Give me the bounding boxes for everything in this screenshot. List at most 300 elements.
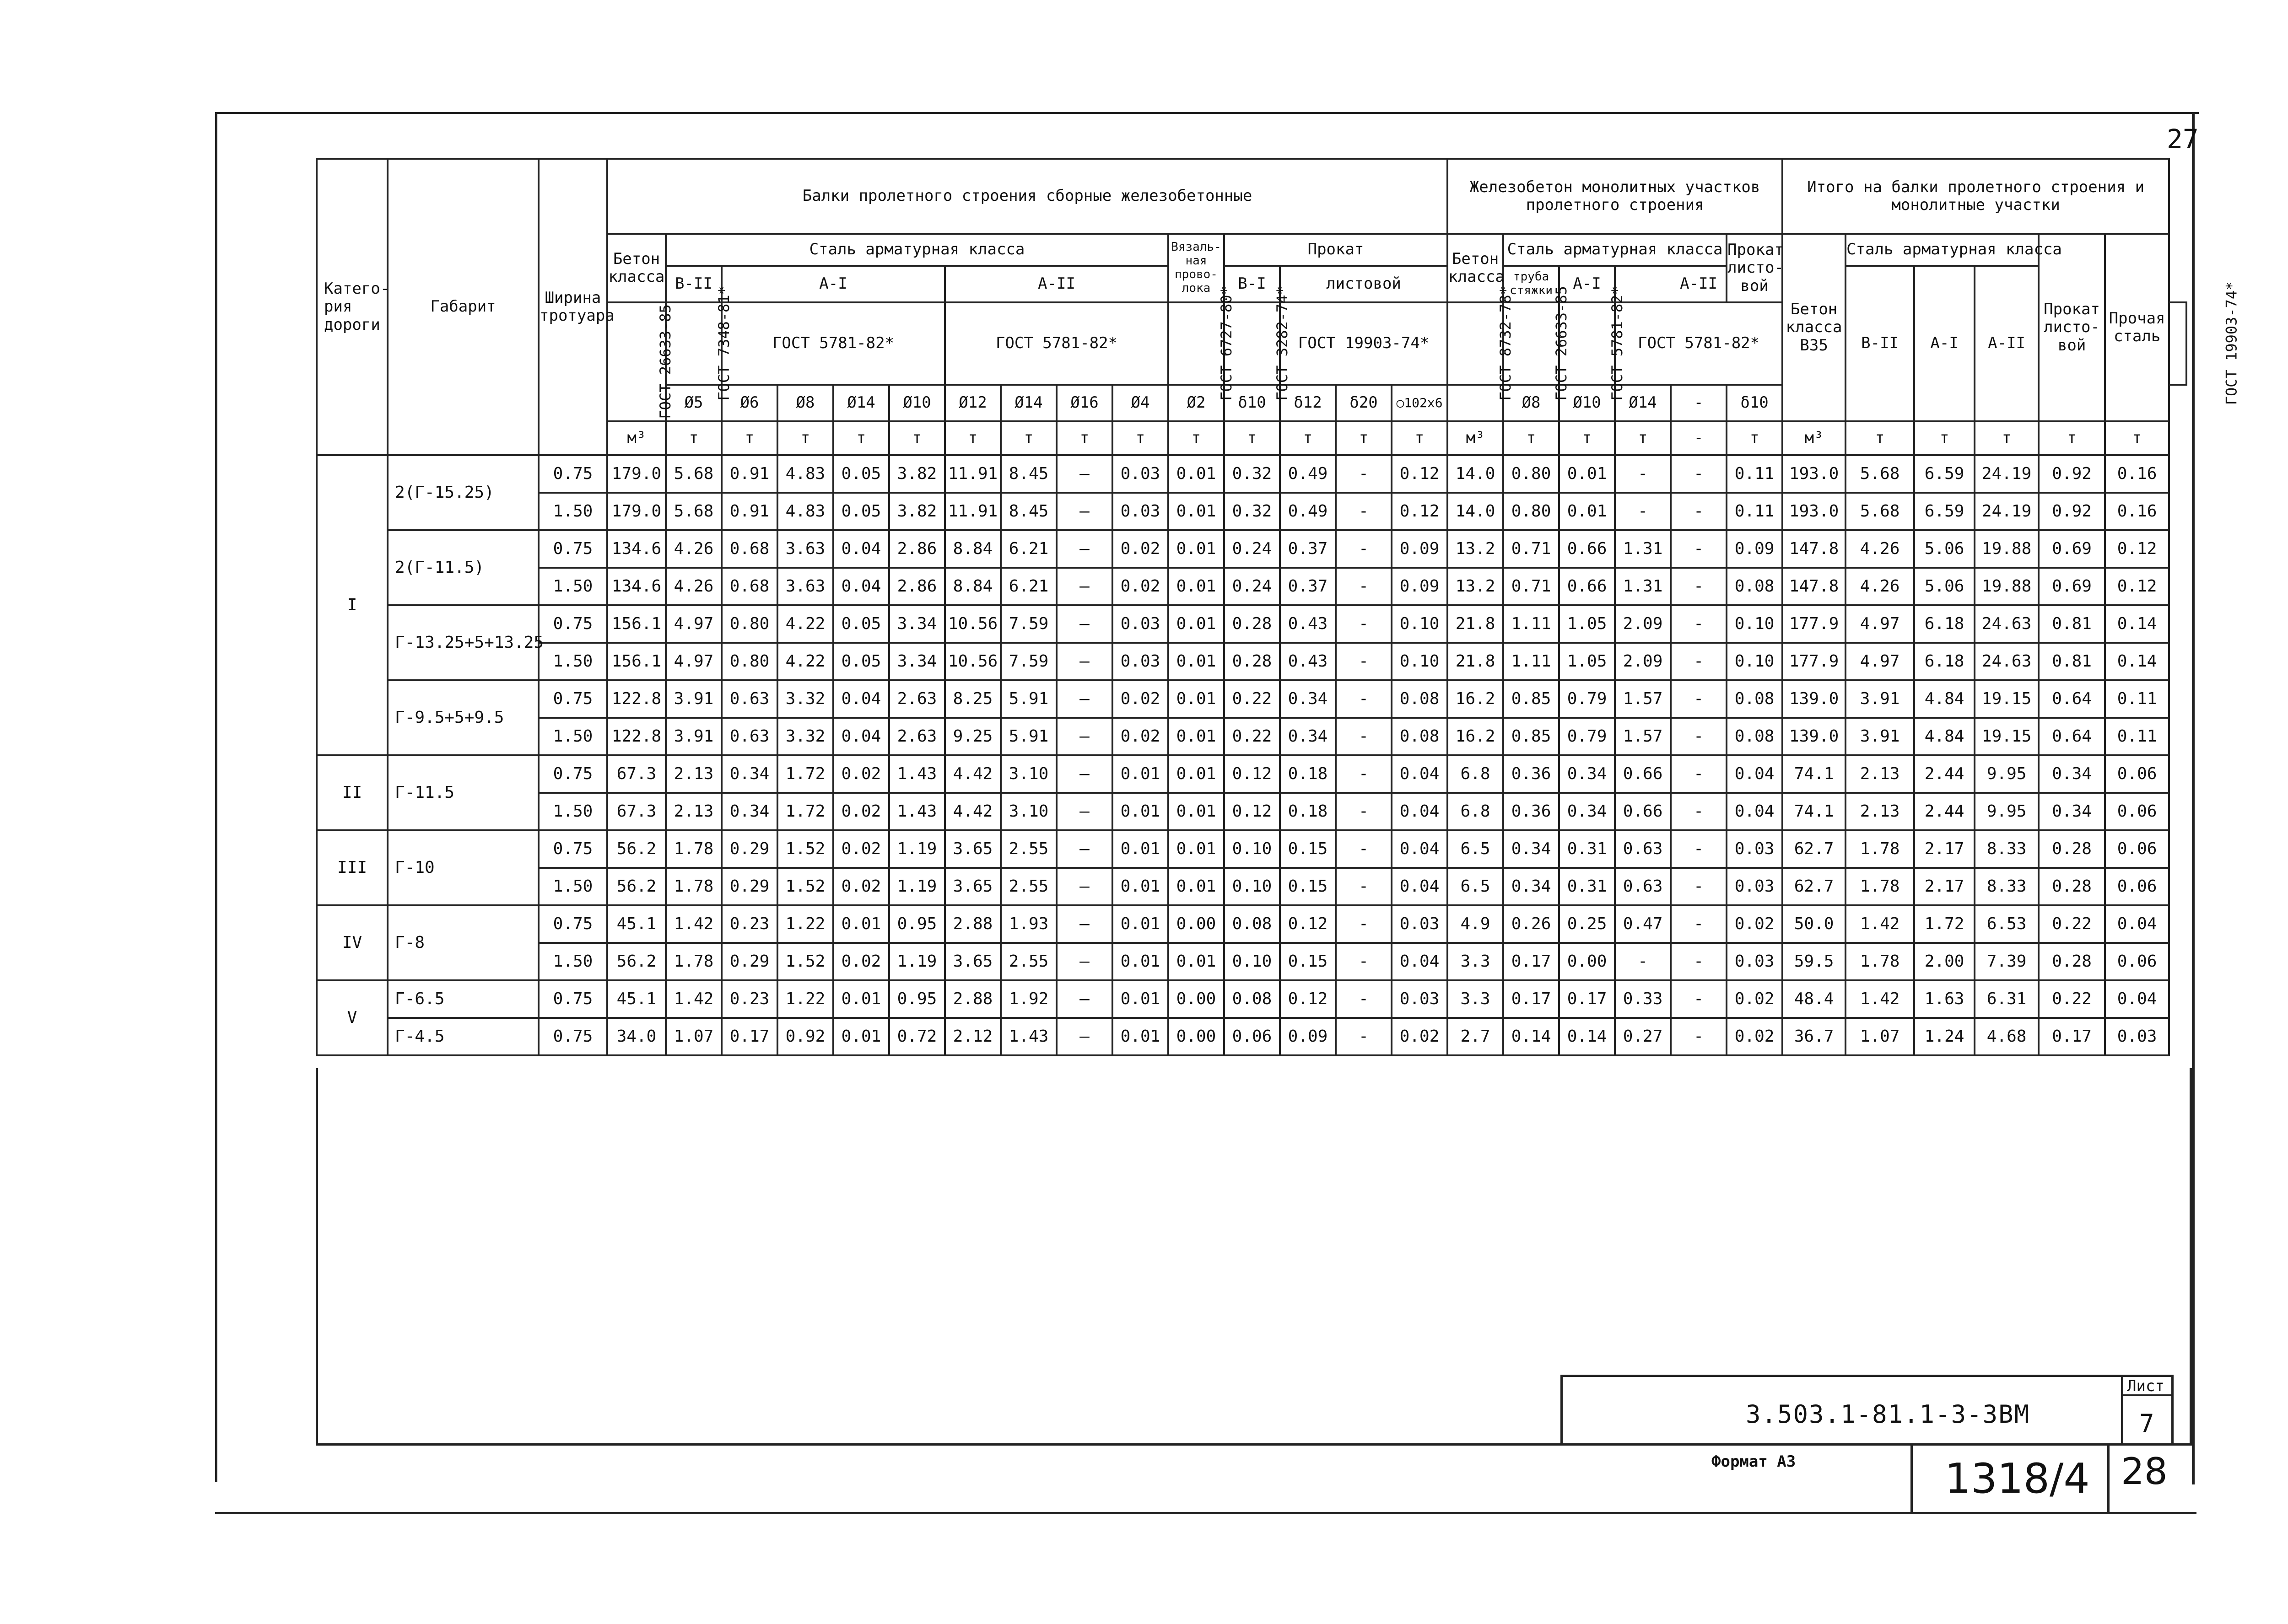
value-cell: 1.19 — [889, 830, 945, 868]
table-body — [317, 455, 2186, 1055]
value-cell: 3.10 — [1001, 793, 1057, 830]
value-cell: 0.85 — [1503, 718, 1559, 755]
table-row — [317, 830, 2186, 868]
value-cell: 0.17 — [1503, 980, 1559, 1018]
value-cell: 0.24 — [1224, 530, 1280, 568]
value-cell: 0.08 — [1392, 718, 1447, 755]
header-total-rolled-sheet: Прокат листо-вой — [2039, 234, 2105, 421]
value-cell: 0.03 — [1112, 643, 1168, 680]
gost-8732-text: ГОСТ 8732-78* — [1496, 286, 1514, 401]
value-cell: 0.04 — [1392, 868, 1447, 905]
value-cell: 2.13 — [666, 793, 722, 830]
value-cell: 1.11 — [1503, 605, 1559, 643]
value-cell: 62.7 — [1782, 830, 1846, 868]
value-cell: 0.05 — [833, 455, 889, 493]
unit-cell: т — [1001, 421, 1057, 455]
value-cell: 0.12 — [1224, 793, 1280, 830]
value-cell: 0.09 — [1392, 530, 1447, 568]
value-cell: 7.39 — [1975, 943, 2039, 980]
value-cell: 0.66 — [1559, 568, 1615, 605]
value-cell: 1.31 — [1615, 530, 1671, 568]
value-cell: 8.33 — [1975, 868, 2039, 905]
value-cell: 45.1 — [607, 905, 666, 943]
table-row — [317, 605, 2186, 643]
value-cell: - — [1671, 605, 1727, 643]
value-cell: 0.15 — [1280, 830, 1336, 868]
gabarit-cell: Г-4.5 — [388, 1018, 539, 1055]
header-md14: Ø14 — [1615, 385, 1671, 421]
value-cell: 59.5 — [1782, 943, 1846, 980]
value-cell: 4.83 — [777, 455, 833, 493]
value-cell: 122.8 — [607, 680, 666, 718]
value-cell: 0.02 — [1112, 718, 1168, 755]
value-cell: - — [1671, 980, 1727, 1018]
sidewalk-cell: 1.50 — [539, 943, 607, 980]
value-cell: 0.01 — [1112, 905, 1168, 943]
value-cell: 5.68 — [1846, 493, 1914, 530]
value-cell: – — [1057, 1018, 1112, 1055]
value-cell: 0.16 — [2105, 455, 2169, 493]
unit-cell: т — [2105, 421, 2169, 455]
header-d12: Ø12 — [945, 385, 1001, 421]
table-row — [317, 568, 2186, 605]
value-cell: 0.01 — [1168, 755, 1224, 793]
unit-cell: т — [1224, 421, 1280, 455]
value-cell: 8.25 — [945, 680, 1001, 718]
materials-table — [316, 158, 2240, 1056]
value-cell: 1.52 — [777, 868, 833, 905]
value-cell: - — [1615, 493, 1671, 530]
value-cell: 0.10 — [1224, 830, 1280, 868]
unit-cell: т — [1727, 421, 1782, 455]
value-cell: 134.6 — [607, 530, 666, 568]
value-cell: 1.57 — [1615, 680, 1671, 718]
value-cell: 6.21 — [1001, 530, 1057, 568]
value-cell: 1.42 — [666, 905, 722, 943]
value-cell: 1.42 — [666, 980, 722, 1018]
header-d5: Ø5 — [666, 385, 722, 421]
value-cell: 0.04 — [833, 718, 889, 755]
value-cell: 5.68 — [666, 493, 722, 530]
value-cell: 1.78 — [1846, 943, 1914, 980]
value-cell: 0.11 — [2105, 718, 2169, 755]
value-cell: 0.05 — [833, 643, 889, 680]
value-cell: 0.03 — [1112, 493, 1168, 530]
value-cell: 0.14 — [1559, 1018, 1615, 1055]
value-cell: 0.66 — [1559, 530, 1615, 568]
value-cell: – — [1057, 868, 1112, 905]
header-t10: δ10 — [1224, 385, 1280, 421]
m-gost-26633-text: ГОСТ 26633-85 — [1552, 286, 1570, 401]
gost-3282-text: ГОСТ 3282-74* — [1273, 286, 1291, 401]
header-md10: Ø10 — [1559, 385, 1615, 421]
gabarit-cell: Г-10 — [388, 830, 539, 905]
value-cell: 67.3 — [607, 755, 666, 793]
value-cell: 0.63 — [1615, 868, 1671, 905]
value-cell: 50.0 — [1782, 905, 1846, 943]
value-cell: - — [1336, 868, 1392, 905]
value-cell: 0.34 — [722, 793, 777, 830]
value-cell: 0.08 — [1392, 680, 1447, 718]
value-cell: - — [1671, 1018, 1727, 1055]
value-cell: 0.29 — [722, 830, 777, 868]
header-gost-19903: ГОСТ 19903-74* — [1280, 302, 1447, 385]
value-cell: 4.22 — [777, 643, 833, 680]
value-cell: 0.01 — [1168, 868, 1224, 905]
value-cell: 0.12 — [1392, 493, 1447, 530]
value-cell: 6.53 — [1975, 905, 2039, 943]
value-cell: 5.68 — [666, 455, 722, 493]
value-cell: 1.43 — [889, 793, 945, 830]
value-cell: 2.86 — [889, 530, 945, 568]
sidewalk-cell: 0.75 — [539, 530, 607, 568]
value-cell: 10.56 — [945, 643, 1001, 680]
value-cell: 0.12 — [2105, 530, 2169, 568]
header-group-precast: Балки пролетного строения сборные железобетонные — [607, 159, 1447, 234]
unit-cell: м³ — [1447, 421, 1503, 455]
value-cell: – — [1057, 455, 1112, 493]
header-gost-6727 — [1168, 286, 1235, 401]
value-cell: 0.81 — [2039, 643, 2105, 680]
header-m-gost-5781-a2: ГОСТ 5781-82* — [1615, 302, 1782, 385]
value-cell: 3.82 — [889, 455, 945, 493]
value-cell: 3.91 — [666, 680, 722, 718]
value-cell: 0.03 — [1392, 980, 1447, 1018]
value-cell: 0.01 — [1112, 868, 1168, 905]
value-cell: 0.37 — [1280, 568, 1336, 605]
value-cell: 0.11 — [1727, 493, 1782, 530]
value-cell: 0.01 — [1168, 605, 1224, 643]
value-cell: 1.78 — [1846, 868, 1914, 905]
value-cell: - — [1336, 680, 1392, 718]
sheet-divider — [2123, 1394, 2171, 1396]
value-cell: 0.34 — [2039, 793, 2105, 830]
value-cell: 3.34 — [889, 643, 945, 680]
value-cell: 0.80 — [1503, 493, 1559, 530]
header-d16: Ø16 — [1057, 385, 1112, 421]
value-cell: 0.02 — [1727, 1018, 1782, 1055]
value-cell: 0.63 — [722, 680, 777, 718]
category-cell: IV — [317, 905, 388, 980]
value-cell: 8.45 — [1001, 493, 1057, 530]
value-cell: 0.34 — [1280, 680, 1336, 718]
value-cell: 36.7 — [1782, 1018, 1846, 1055]
value-cell: 0.01 — [1168, 680, 1224, 718]
value-cell: 0.10 — [1224, 943, 1280, 980]
value-cell: 34.0 — [607, 1018, 666, 1055]
value-cell: – — [1057, 943, 1112, 980]
value-cell: 6.21 — [1001, 568, 1057, 605]
value-cell: 0.14 — [1503, 1018, 1559, 1055]
value-cell: 0.03 — [1392, 905, 1447, 943]
value-cell: 4.22 — [777, 605, 833, 643]
value-cell: 0.09 — [1392, 568, 1447, 605]
value-cell: 3.91 — [666, 718, 722, 755]
value-cell: 0.12 — [1280, 905, 1336, 943]
sidewalk-cell: 0.75 — [539, 455, 607, 493]
value-cell: 0.06 — [2105, 830, 2169, 868]
value-cell: 0.68 — [722, 530, 777, 568]
m-gost-5781-text: ГОСТ 5781-82* — [1608, 286, 1626, 401]
value-cell: – — [1057, 493, 1112, 530]
value-cell: - — [1671, 718, 1727, 755]
value-cell: 0.09 — [1727, 530, 1782, 568]
value-cell: 5.91 — [1001, 680, 1057, 718]
value-cell: 0.04 — [833, 530, 889, 568]
header-group-total: Итого на балки пролетного строения и монолитные участки — [1782, 159, 2169, 234]
value-cell: – — [1057, 793, 1112, 830]
value-cell: - — [1671, 568, 1727, 605]
value-cell: 139.0 — [1782, 718, 1846, 755]
value-cell: 0.01 — [1559, 493, 1615, 530]
value-cell: 4.26 — [666, 568, 722, 605]
value-cell: – — [1057, 980, 1112, 1018]
sidewalk-cell: 0.75 — [539, 680, 607, 718]
header-group-monolithic: Железобетон монолитных участков пролетного строения — [1447, 159, 1782, 234]
header-sheet: листовой — [1280, 266, 1447, 302]
table-row — [317, 455, 2186, 493]
value-cell: 2.55 — [1001, 943, 1057, 980]
value-cell: 9.25 — [945, 718, 1001, 755]
header-total-concrete: Бетон класса В35 — [1782, 234, 1846, 421]
value-cell: 0.23 — [722, 905, 777, 943]
value-cell: 0.01 — [833, 980, 889, 1018]
value-cell: - — [1671, 643, 1727, 680]
value-cell: - — [1336, 755, 1392, 793]
value-cell: 0.01 — [1168, 530, 1224, 568]
value-cell: 179.0 — [607, 455, 666, 493]
value-cell: 0.22 — [2039, 980, 2105, 1018]
value-cell: 16.2 — [1447, 680, 1503, 718]
value-cell: 0.64 — [2039, 718, 2105, 755]
value-cell: 24.63 — [1975, 605, 2039, 643]
table-row — [317, 868, 2186, 905]
title-block — [1560, 1375, 2174, 1446]
gost-7348-text: ГОСТ 7348-81* — [715, 286, 733, 401]
header-rolled: Прокат — [1224, 234, 1447, 266]
value-cell: 0.69 — [2039, 530, 2105, 568]
value-cell: 1.92 — [1001, 980, 1057, 1018]
value-cell: 0.17 — [722, 1018, 777, 1055]
value-cell: 3.63 — [777, 568, 833, 605]
value-cell: 0.03 — [1727, 868, 1782, 905]
sidewalk-cell: 0.75 — [539, 980, 607, 1018]
value-cell: 8.33 — [1975, 830, 2039, 868]
value-cell: – — [1057, 680, 1112, 718]
value-cell: 2.86 — [889, 568, 945, 605]
value-cell: - — [1336, 493, 1392, 530]
value-cell: – — [1057, 643, 1112, 680]
value-cell: 0.28 — [1224, 605, 1280, 643]
unit-cell: т — [1914, 421, 1975, 455]
value-cell: 6.59 — [1914, 493, 1975, 530]
value-cell: 0.28 — [2039, 868, 2105, 905]
value-cell: 147.8 — [1782, 530, 1846, 568]
value-cell: 3.10 — [1001, 755, 1057, 793]
value-cell: 1.19 — [889, 943, 945, 980]
category-cell: V — [317, 980, 388, 1055]
value-cell: 5.06 — [1914, 530, 1975, 568]
value-cell: 0.69 — [2039, 568, 2105, 605]
header-m-gost-26633-cont — [1447, 385, 1503, 421]
sidewalk-cell: 1.50 — [539, 493, 607, 530]
m-gost-19903-text: ГОСТ 19903-74* — [2223, 281, 2240, 405]
value-cell: - — [1671, 905, 1727, 943]
value-cell: 0.03 — [1727, 943, 1782, 980]
value-cell: 10.56 — [945, 605, 1001, 643]
value-cell: 2.00 — [1914, 943, 1975, 980]
value-cell: 0.17 — [1559, 980, 1615, 1018]
value-cell: 0.02 — [833, 793, 889, 830]
header-concrete-class: Бетон класса — [607, 234, 666, 302]
value-cell: - — [1336, 1018, 1392, 1055]
value-cell: - — [1336, 568, 1392, 605]
value-cell: 4.26 — [1846, 568, 1914, 605]
value-cell: 0.17 — [2039, 1018, 2105, 1055]
value-cell: 9.95 — [1975, 755, 2039, 793]
gabarit-cell: Г-9.5+5+9.5 — [388, 680, 539, 755]
unit-cell: т — [722, 421, 777, 455]
archive-box — [1910, 1443, 2110, 1512]
header-gost-8732 — [1447, 286, 1514, 401]
value-cell: - — [1336, 980, 1392, 1018]
table-row — [317, 643, 2186, 680]
value-cell: 0.29 — [722, 868, 777, 905]
value-cell: 19.15 — [1975, 680, 2039, 718]
value-cell: - — [1671, 455, 1727, 493]
header-d6: Ø6 — [722, 385, 777, 421]
value-cell: 1.78 — [666, 868, 722, 905]
unit-cell: т — [1975, 421, 2039, 455]
value-cell: 0.01 — [1168, 943, 1224, 980]
unit-cell: т — [1112, 421, 1168, 455]
value-cell: 1.63 — [1914, 980, 1975, 1018]
value-cell: 0.80 — [722, 605, 777, 643]
value-cell: 1.78 — [1846, 830, 1914, 868]
value-cell: 177.9 — [1782, 643, 1846, 680]
value-cell: 147.8 — [1782, 568, 1846, 605]
header-sidewalk: Ширина тротуара — [539, 159, 607, 455]
value-cell: 6.8 — [1447, 755, 1503, 793]
header-total-cls-a2: А-II — [1975, 266, 2039, 421]
value-cell: 0.11 — [2105, 680, 2169, 718]
value-cell: 0.66 — [1615, 793, 1671, 830]
value-cell: 0.03 — [1727, 830, 1782, 868]
table-row — [317, 1018, 2186, 1055]
value-cell: 0.24 — [1224, 568, 1280, 605]
value-cell: 7.59 — [1001, 643, 1057, 680]
value-cell: 0.95 — [889, 980, 945, 1018]
value-cell: 3.32 — [777, 718, 833, 755]
value-cell: 0.01 — [833, 905, 889, 943]
page-number-bottom: 28 — [2121, 1450, 2168, 1493]
value-cell: 3.3 — [1447, 943, 1503, 980]
value-cell: 0.49 — [1280, 493, 1336, 530]
value-cell: 3.32 — [777, 680, 833, 718]
sidewalk-cell: 1.50 — [539, 643, 607, 680]
table-row — [317, 530, 2186, 568]
value-cell: 2.09 — [1615, 605, 1671, 643]
value-cell: 0.22 — [1224, 718, 1280, 755]
value-cell: 139.0 — [1782, 680, 1846, 718]
gost-26633-text: ГОСТ 26633-85 — [656, 304, 674, 419]
value-cell: 0.23 — [722, 980, 777, 1018]
table-row — [317, 680, 2186, 718]
unit-cell: т — [833, 421, 889, 455]
value-cell: 0.25 — [1559, 905, 1615, 943]
value-cell: - — [1615, 943, 1671, 980]
value-cell: 1.43 — [889, 755, 945, 793]
value-cell: - — [1671, 530, 1727, 568]
value-cell: 0.18 — [1280, 793, 1336, 830]
value-cell: 5.06 — [1914, 568, 1975, 605]
value-cell: 0.92 — [2039, 455, 2105, 493]
header-md8: Ø8 — [1503, 385, 1559, 421]
value-cell: 2.13 — [1846, 793, 1914, 830]
value-cell: 4.84 — [1914, 680, 1975, 718]
value-cell: 0.91 — [722, 455, 777, 493]
value-cell: 0.37 — [1280, 530, 1336, 568]
value-cell: - — [1671, 793, 1727, 830]
value-cell: 0.05 — [833, 605, 889, 643]
value-cell: 0.10 — [1224, 868, 1280, 905]
value-cell: - — [1671, 755, 1727, 793]
value-cell: 0.01 — [1112, 793, 1168, 830]
value-cell: - — [1336, 605, 1392, 643]
value-cell: 0.02 — [833, 943, 889, 980]
header-pipe: ○102х6 — [1392, 385, 1447, 421]
value-cell: 0.02 — [1112, 680, 1168, 718]
value-cell: 0.80 — [722, 643, 777, 680]
value-cell: 1.52 — [777, 943, 833, 980]
value-cell: 1.78 — [666, 830, 722, 868]
header-gost-5781-a1: ГОСТ 5781-82* — [722, 302, 945, 385]
value-cell: 0.03 — [1112, 605, 1168, 643]
value-cell: 0.79 — [1559, 718, 1615, 755]
value-cell: 0.15 — [1280, 868, 1336, 905]
sidewalk-cell: 0.75 — [539, 905, 607, 943]
value-cell: 0.64 — [2039, 680, 2105, 718]
value-cell: 14.0 — [1447, 455, 1503, 493]
header-other-steel: Прочая сталь — [2105, 234, 2169, 421]
value-cell: - — [1336, 643, 1392, 680]
value-cell: 0.79 — [1559, 680, 1615, 718]
value-cell: 0.01 — [1168, 493, 1224, 530]
value-cell: 0.00 — [1168, 1018, 1224, 1055]
archive-number: 1318/4 — [1945, 1455, 2090, 1503]
value-cell: 0.72 — [889, 1018, 945, 1055]
value-cell: 2.88 — [945, 905, 1001, 943]
value-cell: 0.02 — [833, 830, 889, 868]
header-m-concrete-class: Бетон класса — [1447, 234, 1503, 302]
category-cell: I — [317, 455, 388, 755]
table-row — [317, 793, 2186, 830]
value-cell: 1.42 — [1846, 980, 1914, 1018]
sidewalk-cell: 0.75 — [539, 755, 607, 793]
value-cell: 0.03 — [1112, 455, 1168, 493]
value-cell: 74.1 — [1782, 755, 1846, 793]
value-cell: 11.91 — [945, 493, 1001, 530]
unit-cell: т — [2039, 421, 2105, 455]
materials-table-wrap — [316, 158, 2240, 1056]
value-cell: 177.9 — [1782, 605, 1846, 643]
unit-cell: т — [1392, 421, 1447, 455]
value-cell: 0.03 — [2105, 1018, 2169, 1055]
value-cell: 0.11 — [1727, 455, 1782, 493]
value-cell: 4.9 — [1447, 905, 1503, 943]
value-cell: 1.05 — [1559, 643, 1615, 680]
value-cell: 74.1 — [1782, 793, 1846, 830]
